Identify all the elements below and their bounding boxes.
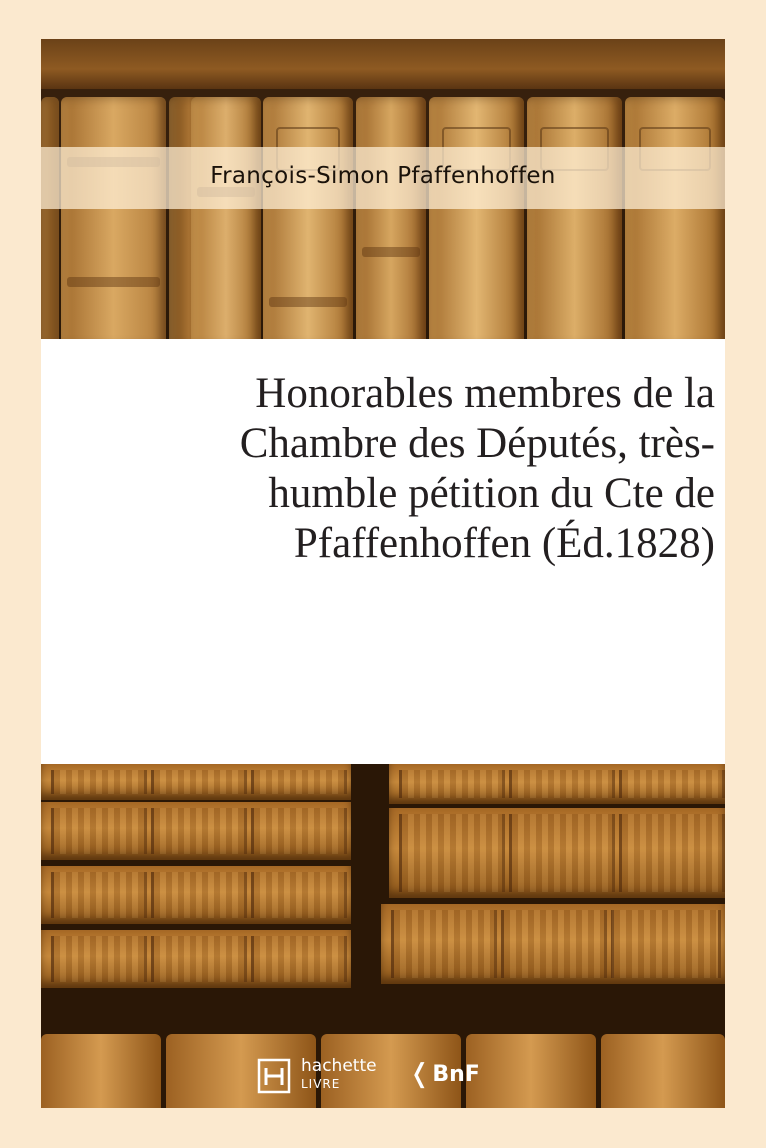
book-spine [41,1034,161,1108]
book-row [41,930,351,988]
title-panel [41,339,725,764]
book-spine [625,97,725,339]
book-spine [61,97,166,339]
shelf-edge [41,39,725,89]
title-line: Chambre des Députés, très- [239,420,715,467]
hachette-sub: LIVRE [301,1077,341,1091]
book-row [381,904,725,984]
title-line: Honorables membres de la [255,370,715,417]
book-spine [601,1034,725,1108]
book-title [55,369,715,569]
author-name: François-Simon Pfaffenhoffen [210,163,556,189]
book-row [41,866,351,924]
publisher-logos [257,1049,480,1099]
hachette-logo-icon [257,1054,291,1094]
title-line: Pfaffenhoffen (Éd.1828) [293,520,715,567]
bnf-text: BnF [432,1061,480,1087]
bnf-bracket-icon: ❬ [408,1059,431,1089]
book-row [389,808,725,898]
book-spine [41,97,59,339]
book-spine [429,97,524,339]
book-cover [41,39,725,1108]
book-spine [356,97,426,339]
book-spine [263,97,353,339]
hachette-wordmark [301,1058,377,1090]
title-line: humble pétition du Cte de [268,470,715,517]
book-row [41,764,351,800]
cover-photo-top [41,39,725,339]
book-spine [466,1034,596,1108]
book-spine [527,97,622,339]
hachette-name: hachette [301,1056,377,1076]
book-spine [191,97,261,339]
book-row [41,802,351,860]
book-row [389,764,725,804]
bnf-logo [409,1059,480,1089]
